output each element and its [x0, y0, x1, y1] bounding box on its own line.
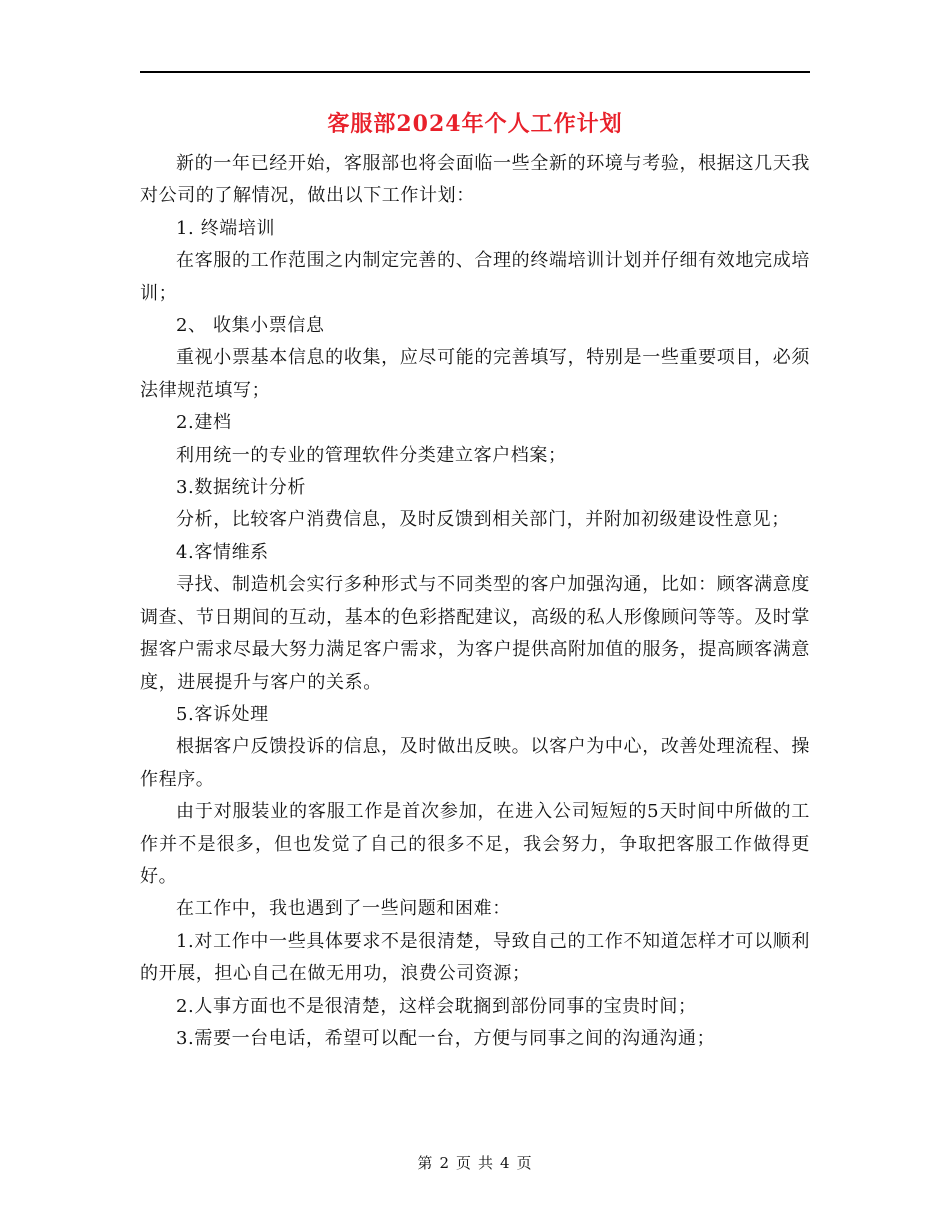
- paragraph-data-analysis: 分析，比较客户消费信息，及时反馈到相关部门，并附加初级建设性意见；: [176, 509, 790, 531]
- page-footer: [0, 1152, 950, 1173]
- heading-archiving: 2.建档: [176, 412, 232, 434]
- paragraph-reflection: 由于对服装业的客服工作是首次参加，在进入公司短短的5天时间中所做的工作并不是很多，但也发觉了自己的很多不足，我会努力，争取把客服工作做得更好。: [140, 801, 810, 887]
- problem-item-2: 2.人事方面也不是很清楚，这样会耽搁到部份同事的宝贵时间；: [176, 995, 697, 1017]
- footer-ye: 页: [455, 1154, 472, 1172]
- problem-item-1: 1.对工作中一些具体要求不是很清楚，导致自己的工作不知道怎样才可以顺利的开展，担心自己在做无用功，浪费公司资源；: [140, 930, 810, 985]
- heading-complaint-handling: 5.客诉处理: [176, 703, 269, 725]
- paragraph-terminal-training: 在客服的工作范围之内制定完善的、合理的终端培训计划并仔细有效地完成培训；: [140, 250, 810, 304]
- heading-receipt-info: 2、 收集小票信息: [176, 315, 325, 337]
- footer-ye-2: 页: [516, 1154, 533, 1172]
- heading-terminal-training: 1. 终端培训: [176, 217, 276, 239]
- document-body: [140, 148, 810, 1055]
- footer-gong: 共: [478, 1154, 495, 1172]
- heading-customer-relations: 4.客情维系: [176, 541, 269, 563]
- paragraph-customer-relations: 寻找、制造机会实行多种形式与不同类型的客户加强沟通，比如：顾客满意度调查、节日期间的互动，基本的色彩搭配建议，高级的私人形像顾问等等。及时掌握客户需求尽最大努力满足客户需求，为客户提供高附加值的服务，提高顾客满意度，进展提升与客户的关系。: [140, 574, 810, 693]
- paragraph-intro: 新的一年已经开始，客服部也将会面临一些全新的环境与考验，根据这几天我对公司的了解情况，做出以下工作计划：: [140, 153, 810, 207]
- paragraph-receipt-info: 重视小票基本信息的收集，应尽可能的完善填写，特别是一些重要项目，必须法律规范填写；: [140, 347, 810, 401]
- footer-total-pages: 4: [500, 1154, 511, 1172]
- footer-di: 第: [417, 1154, 434, 1172]
- heading-data-analysis: 3.数据统计分析: [176, 477, 306, 499]
- paragraph-archiving: 利用统一的专业的管理软件分类建立客户档案；: [176, 444, 567, 466]
- problem-item-3: 3.需要一台电话，希望可以配一台，方便与同事之间的沟通沟通；: [176, 1027, 716, 1049]
- paragraph-complaint-handling: 根据客户反馈投诉的信息，及时做出反映。以客户为中心，改善处理流程、操作程序。: [140, 736, 810, 790]
- paragraph-problems-intro: 在工作中，我也遇到了一些问题和困难：: [176, 898, 511, 920]
- header-rule: [140, 71, 810, 73]
- footer-page-number: 2: [439, 1154, 450, 1172]
- document-title: 客服部2024年个人工作计划: [327, 111, 623, 137]
